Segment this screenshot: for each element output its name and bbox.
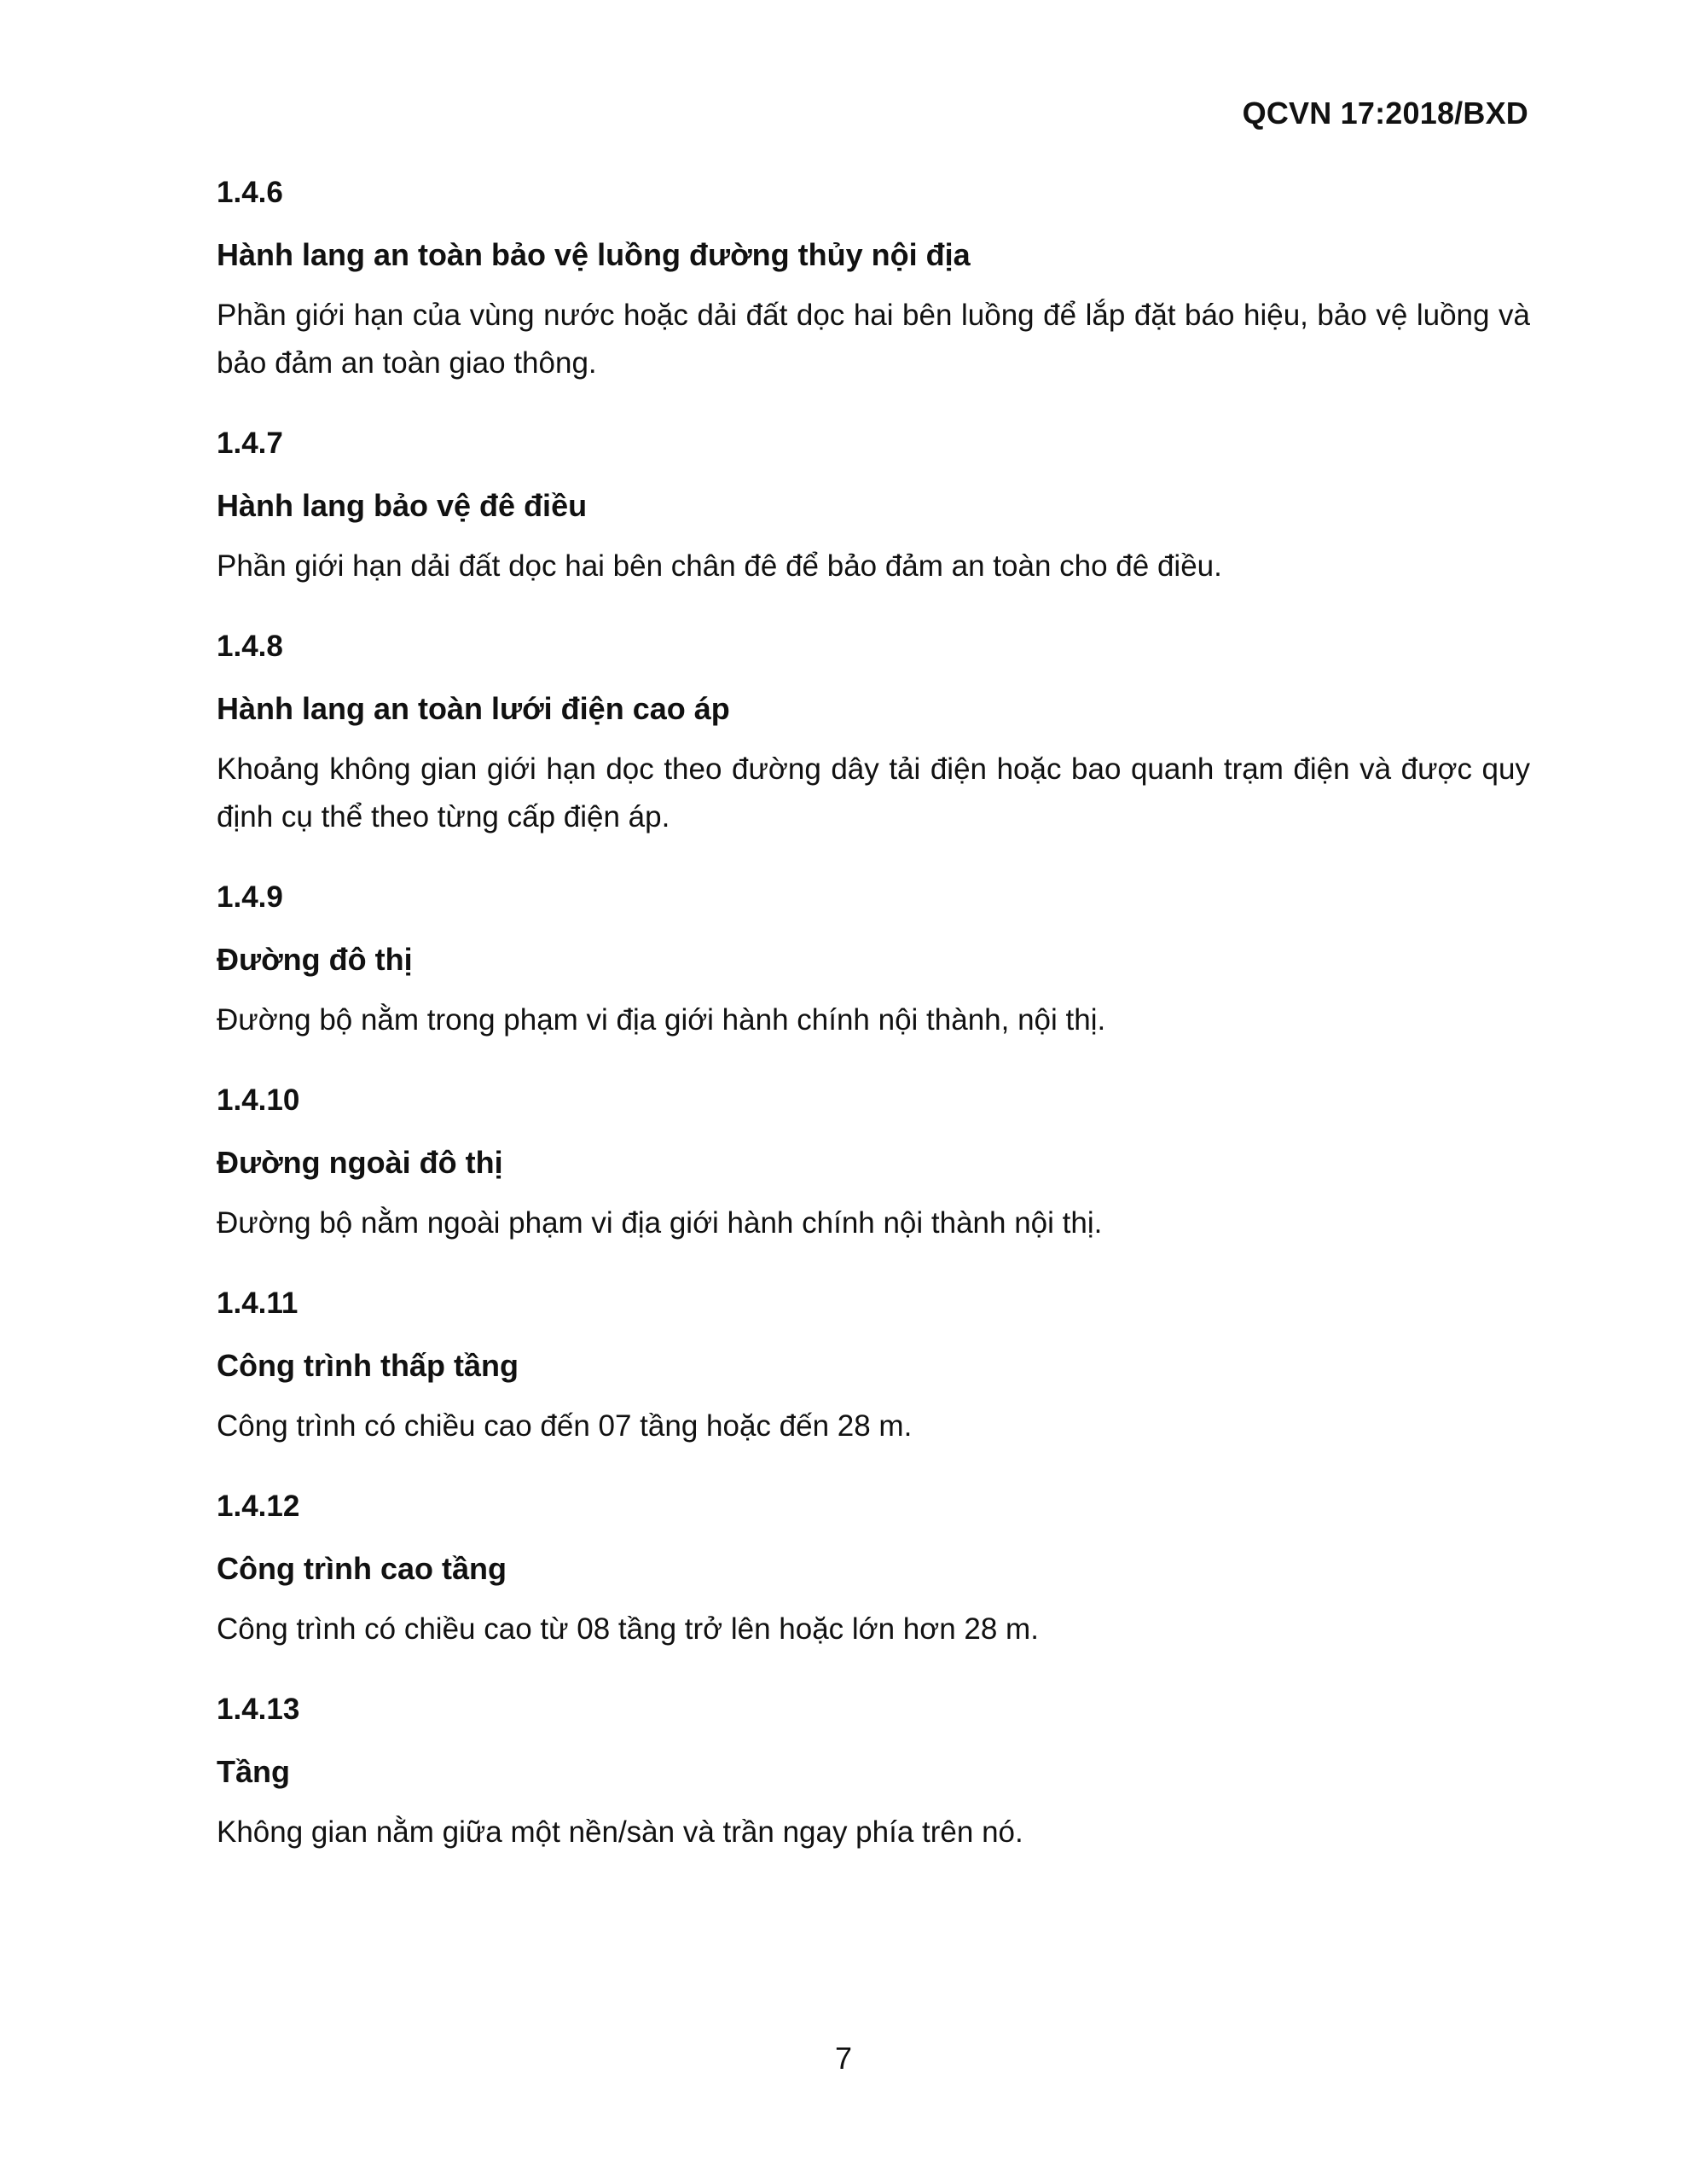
section-body: Phần giới hạn dải đất dọc hai bên chân đê để bảo đảm an toàn cho đê điều. [217,549,1222,583]
section-title: Đường ngoài đô thị [217,1145,503,1180]
section-title: Hành lang an toàn lưới điện cao áp [217,691,730,726]
page-number: 7 [834,2041,853,2076]
section-body: Phần giới hạn của vùng nước hoặc dải đất dọc hai bên luồng để lắp đặt báo hiệu, bảo vệ luồng và bảo đảm an toàn giao thông. [217,299,1530,380]
section-1-4-10 [217,1077,1530,1247]
section-title: Công trình cao tầng [217,1551,507,1586]
section-title: Hành lang bảo vệ đê điều [217,488,588,523]
section-1-4-13 [217,1686,1530,1856]
section-body: Không gian nằm giữa một nền/sàn và trần ngay phía trên nó. [217,1815,1023,1849]
section-1-4-8 [217,623,1530,841]
section-body: Đường bộ nằm trong phạm vi địa giới hành chính nội thành, nội thị. [217,1003,1106,1037]
section-1-4-11 [217,1280,1530,1450]
section-number: 1.4.10 [217,1083,300,1117]
section-number: 1.4.13 [217,1693,300,1726]
section-number: 1.4.7 [217,427,283,460]
section-1-4-9 [217,874,1530,1044]
section-title: Đường đô thị [217,942,413,977]
section-1-4-6 [217,169,1530,387]
section-1-4-7 [217,420,1530,590]
document-content [217,169,1530,1889]
section-body: Đường bộ nằm ngoài phạm vi địa giới hành chính nội thành nội thị. [217,1206,1103,1240]
section-title: Công trình thấp tầng [217,1348,519,1383]
section-number: 1.4.8 [217,630,283,663]
section-title: Hành lang an toàn bảo vệ luồng đường thủy nội địa [217,237,971,272]
section-title: Tầng [217,1754,290,1789]
section-number: 1.4.6 [217,176,283,209]
section-body: Công trình có chiều cao đến 07 tầng hoặc đến 28 m. [217,1409,913,1443]
section-1-4-12 [217,1483,1530,1653]
section-body: Công trình có chiều cao từ 08 tầng trở lên hoặc lớn hơn 28 m. [217,1612,1039,1646]
section-number: 1.4.9 [217,880,283,914]
section-body: Khoảng không gian giới hạn dọc theo đường dây tải điện hoặc bao quanh trạm điện và được quy định cụ thể theo từng cấp điện áp. [217,752,1530,834]
section-number: 1.4.12 [217,1490,300,1523]
section-number: 1.4.11 [217,1287,299,1320]
document-code: QCVN 17:2018/BXD [1242,96,1528,131]
